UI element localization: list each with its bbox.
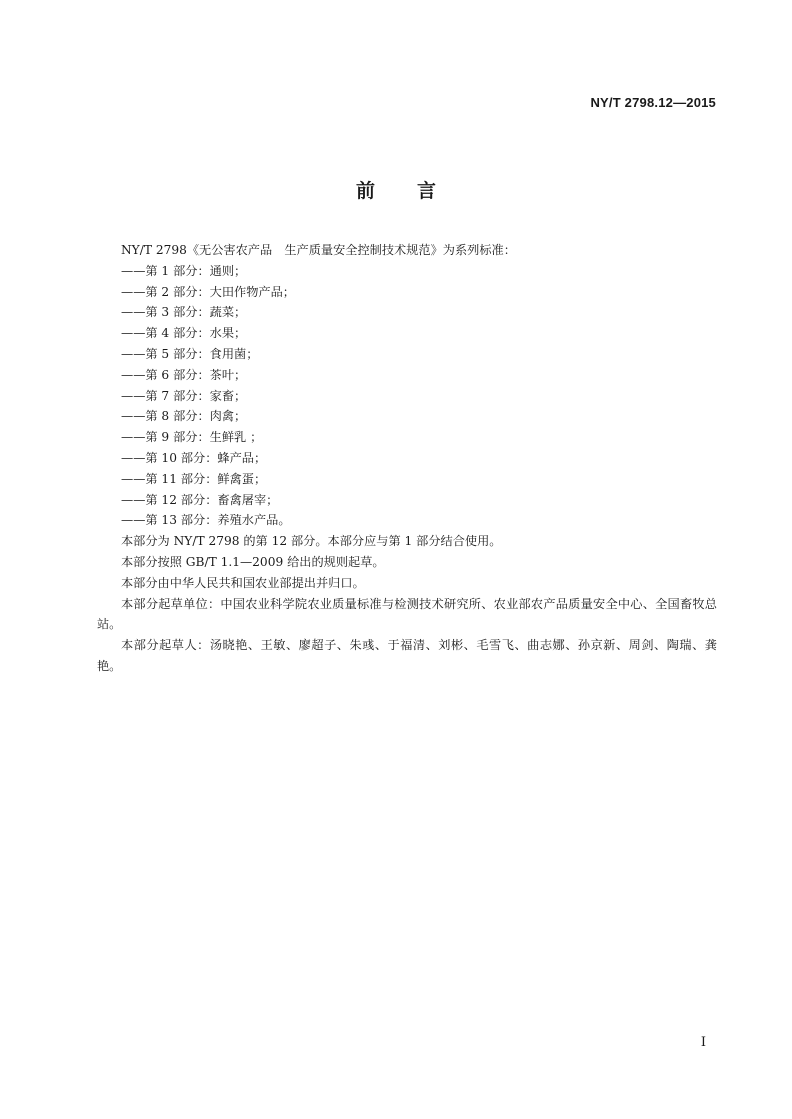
paragraph-proposer: 本部分由中华人民共和国农业部提出并归口。: [121, 575, 365, 590]
page-title: 前言: [355, 180, 478, 202]
page-number: I: [700, 1035, 706, 1050]
intro-paragraph: NY/T 2798《无公害农产品 生产质量安全控制技术规范》为系列标准：: [121, 243, 516, 257]
part-item: ——第 10 部分：蜂产品；: [121, 450, 267, 465]
part-item: ——第 7 部分：家畜；: [121, 388, 247, 403]
foreword-body: [97, 240, 717, 677]
paragraph-drafters: 本部分起草人：汤晓艳、王敏、廖超子、朱彧、于福清、刘彬、毛雪飞、曲志娜、孙京新、周剑、陶瑞、龚艳。: [97, 638, 717, 673]
part-item: ——第 13 部分：养殖水产品。: [121, 513, 291, 528]
part-item: ——第 2 部分：大田作物产品；: [121, 284, 295, 299]
part-item: ——第 12 部分：畜禽屠宰；: [121, 492, 279, 507]
paragraph-drafting-units: 本部分起草单位：中国农业科学院农业质量标准与检测技术研究所、农业部农产品质量安全中心、全国畜牧总站。: [97, 596, 717, 632]
part-item: ——第 5 部分：食用菌；: [121, 346, 259, 361]
part-item: ——第 4 部分：水果；: [121, 326, 247, 341]
part-item: ——第 11 部分：鲜禽蛋；: [121, 471, 267, 486]
standard-code: NY/T 2798.12—2015: [590, 95, 716, 110]
part-item: ——第 3 部分：蔬菜；: [121, 305, 247, 320]
paragraph-relation: 本部分为 NY/T 2798 的第 12 部分。本部分应与第 1 部分结合使用。: [121, 534, 502, 549]
part-item: ——第 1 部分：通则；: [121, 263, 247, 278]
part-item: ——第 8 部分：肉禽；: [121, 409, 247, 424]
paragraph-drafting-rules: 本部分按照 GB/T 1.1—2009 给出的规则起草。: [121, 554, 385, 569]
part-item: ——第 6 部分：茶叶；: [121, 367, 247, 382]
part-item: ——第 9 部分：生鲜乳 ；: [121, 430, 263, 445]
